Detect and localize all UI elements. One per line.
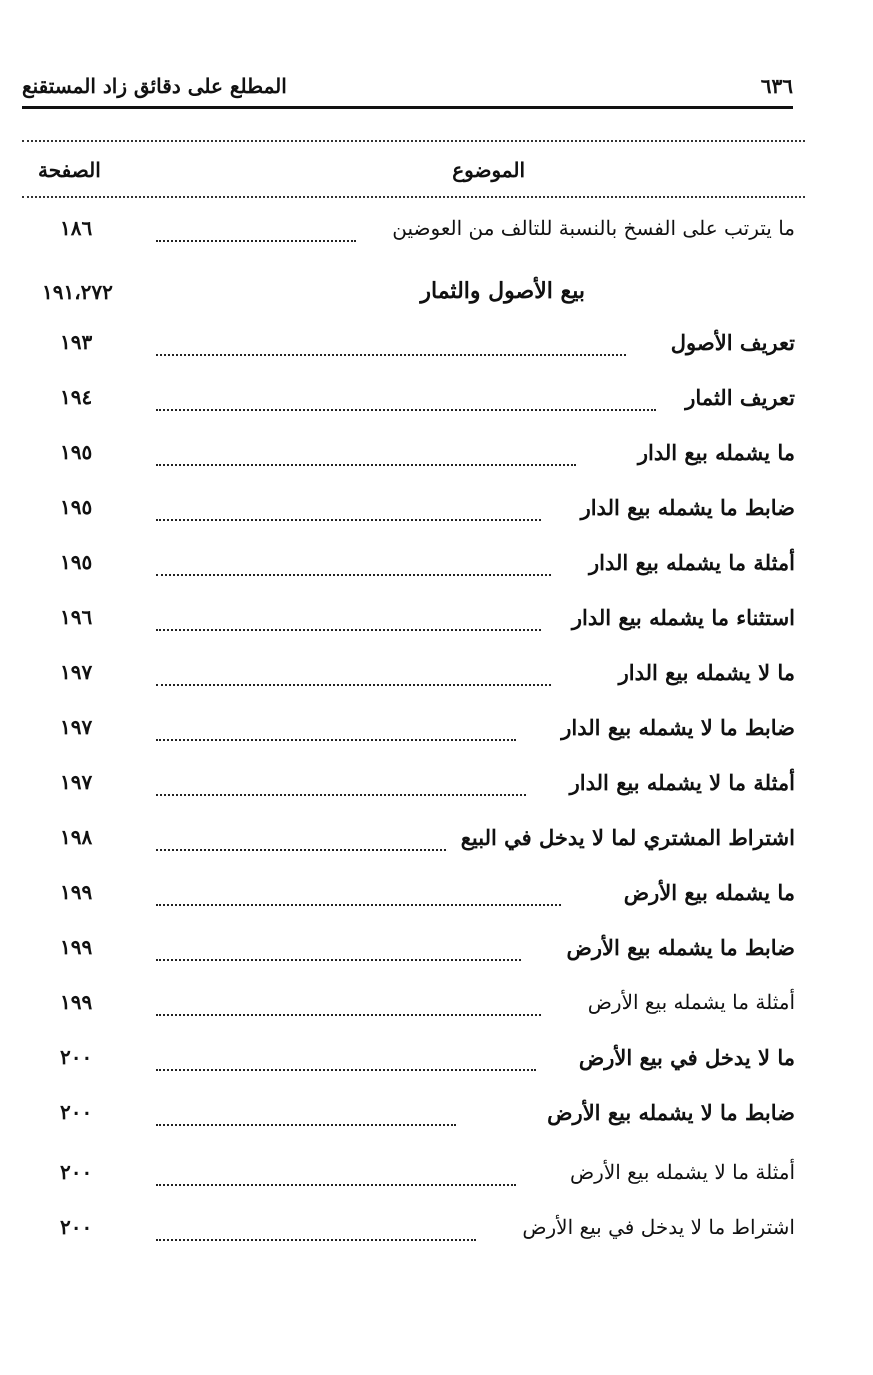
entry-title: ضابط ما يشمله بيع الدار [580, 495, 795, 520]
section-heading [0, 278, 873, 314]
toc-entry [30, 216, 795, 252]
section-pages: ١٩١،٢٧٢ [42, 280, 113, 304]
entry-title: استثناء ما يشمله بيع الدار [571, 605, 795, 630]
toc-entry [30, 660, 795, 696]
dot-leader [156, 629, 541, 631]
toc-entry [30, 1215, 795, 1251]
dot-leader [156, 1069, 536, 1071]
table-header-divider [22, 196, 805, 198]
entry-page: ١٩٤ [60, 385, 93, 409]
toc-entry [30, 1100, 795, 1136]
entry-title: تعريف الأصول [670, 330, 795, 355]
entry-page: ١٩٧ [60, 770, 93, 794]
entry-title: اشتراط ما لا يدخل في بيع الأرض [522, 1215, 795, 1239]
toc-entry [30, 385, 795, 421]
dot-leader [156, 240, 356, 242]
entry-page: ٢٠٠ [60, 1160, 93, 1184]
page-number: ٦٣٦ [760, 74, 793, 98]
header-rule [22, 106, 793, 109]
entry-title: أمثلة ما يشمله بيع الأرض [587, 990, 795, 1014]
toc-entry [30, 770, 795, 806]
entry-title: ضابط ما لا يشمله بيع الدار [561, 715, 795, 740]
entry-title: أمثلة ما يشمله بيع الدار [588, 550, 795, 575]
dot-leader [156, 904, 561, 906]
entry-page: ١٩٧ [60, 715, 93, 739]
entry-page: ١٩٥ [60, 550, 93, 574]
entry-page: ١٩٩ [60, 990, 93, 1014]
dot-leader [156, 1014, 541, 1016]
toc-entry [30, 495, 795, 531]
dot-leader [156, 354, 626, 356]
toc-entry [30, 440, 795, 476]
toc-entry [30, 1160, 795, 1196]
entry-title: ضابط ما لا يشمله بيع الأرض [547, 1100, 795, 1125]
dot-leader [156, 1184, 516, 1186]
entry-page: ١٩٥ [60, 440, 93, 464]
entry-title: اشتراط المشتري لما لا يدخل في البيع [460, 825, 795, 850]
dot-leader [156, 849, 446, 851]
entry-page: ١٩٧ [60, 660, 93, 684]
dot-leader [156, 794, 526, 796]
page-column-header: الصفحة [38, 158, 101, 182]
topic-column-header: الموضوع [452, 158, 525, 182]
table-top-divider [22, 140, 805, 142]
section-title: بيع الأصول والثمار [420, 278, 585, 304]
entry-title: ما يترتب على الفسخ بالنسبة للتالف من العوضين [392, 216, 795, 240]
book-title: المطلع على دقائق زاد المستقنع [22, 74, 287, 98]
toc-entry [30, 715, 795, 751]
toc-entry [30, 605, 795, 641]
entry-page: ٢٠٠ [60, 1100, 93, 1124]
entry-page: ٢٠٠ [60, 1215, 93, 1239]
entry-title: تعريف الثمار [685, 385, 795, 410]
entry-title: ما لا يشمله بيع الدار [618, 660, 795, 685]
dot-leader [156, 684, 551, 686]
toc-entry [30, 990, 795, 1026]
toc-entry [30, 330, 795, 366]
toc-entry [30, 935, 795, 971]
dot-leader [156, 739, 516, 741]
entry-title: أمثلة ما لا يشمله بيع الدار [569, 770, 795, 795]
entry-title: أمثلة ما لا يشمله بيع الأرض [569, 1160, 795, 1184]
dot-leader [156, 409, 656, 411]
dot-leader [156, 959, 521, 961]
toc-entry [30, 880, 795, 916]
entry-title: ما يشمله بيع الدار [637, 440, 795, 465]
running-head [22, 74, 793, 104]
entry-page: ٢٠٠ [60, 1045, 93, 1069]
entry-title: ما لا يدخل في بيع الأرض [578, 1045, 795, 1070]
entry-page: ١٩٣ [60, 330, 93, 354]
entry-title: ما يشمله بيع الأرض [623, 880, 795, 905]
entry-page: ١٨٦ [60, 216, 93, 240]
toc-entry [30, 825, 795, 861]
entry-page: ١٩٥ [60, 495, 93, 519]
dot-leader [156, 1239, 476, 1241]
dot-leader [156, 574, 551, 576]
entry-title: ضابط ما يشمله بيع الأرض [566, 935, 795, 960]
entry-page: ١٩٩ [60, 935, 93, 959]
dot-leader [156, 1124, 456, 1126]
entry-page: ١٩٩ [60, 880, 93, 904]
toc-entry [30, 1045, 795, 1081]
dot-leader [156, 464, 576, 466]
entry-page: ١٩٦ [60, 605, 93, 629]
entry-page: ١٩٨ [60, 825, 93, 849]
toc-entry [30, 550, 795, 586]
dot-leader [156, 519, 541, 521]
